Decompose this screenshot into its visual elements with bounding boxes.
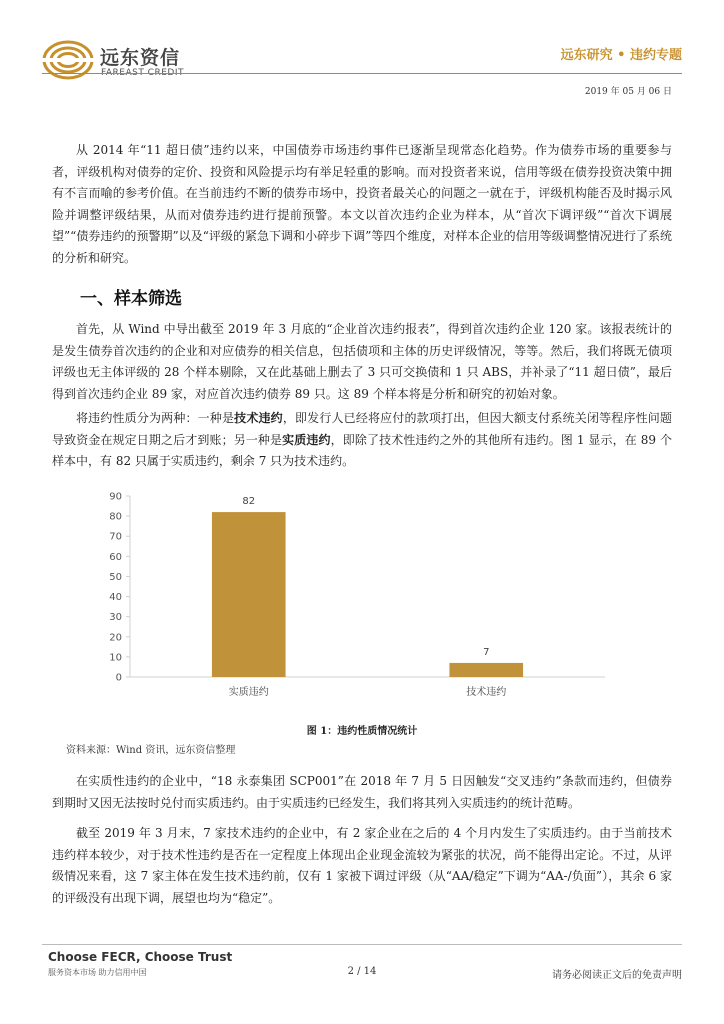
header-title: 远东研究 • 违约专题: [560, 48, 682, 63]
footer-slogan: Choose FECR, Choose Trust: [48, 950, 233, 964]
figure-source: 资料来源：Wind 资讯，远东资信整理: [66, 745, 236, 756]
x-category-label: 实质违约: [228, 687, 269, 698]
technical-paragraph: 截至 2019 年 3 月末，7 家技术违约的企业中，有 2 家企业在之后的 4 个月内发生了实质违约。由于当前技术违约样本较少，对于技术性违约是否在一定程度上体现出企业现金流较为紧张的状况，尚不能得出定论。不过，从评级情况来看，这 7 家主体在发生技术违约前，仅有 1 家被下调过评级（从“AA/稳定”下调为“AA-/负面”），其余 6 家的评级没有出现下调，展望也均为“稳定”。: [52, 826, 672, 905]
default-type-paragraph: [52, 408, 672, 473]
y-tick-label: 30: [109, 612, 122, 624]
y-tick-label: 10: [109, 652, 122, 664]
y-tick-label: 60: [109, 551, 122, 563]
text-span: 将违约性质分为两种：一种是: [76, 411, 235, 425]
y-tick-label: 50: [109, 571, 122, 583]
header-divider: [42, 73, 682, 74]
footer-disclaimer: 请务必阅读正文后的免责声明: [552, 970, 682, 981]
sample-paragraph: 首先，从 Wind 中导出截至 2019 年 3 月底的“企业首次违约报表”，得到首次违约企业 120 家。该报表统计的是发生债券首次违约的企业和对应债券的相关信息，包括债项和主体的历史评级情况，等等。然后，我们将既无债项评级也无主体评级的 28 个样本剔除，又在此基础上删去了 3 只可交换债和 1 只 ABS，并补录了“11 超日债”，最后得到首次违约企业 89 家，对应首次违约债券 89 只。这 89 个样本将是分析和研究的初始对象。: [52, 322, 672, 401]
bar-data-label: 82: [242, 496, 256, 508]
y-tick-label: 80: [109, 511, 122, 523]
text-span: ，即除了技术性违约之外的其他所有违约。图 1 显示，在 89 个样本中，有 82 只属于实质违约，剩余 7 只为技术违约。: [52, 432, 672, 468]
footer-divider: [42, 944, 682, 945]
x-category-label: 技术违约: [466, 687, 507, 698]
technical-default-term: 技术违约: [234, 411, 283, 425]
intro-paragraph: 从 2014 年“11 超日债”违约以来，中国债券市场违约事件已逐渐呈现常态化趋势。作为债券市场的重要参与者，评级机构对债券的定价、投资和风险提示均有举足轻重的影响。而对投资者来说，信用等级在债券投资决策中拥有不言而喻的参考价值。在当前违约不断的债券市场中，投资者最关心的问题之一就在于，评级机构能否及时揭示风险并调整评级结果，从而对债券违约进行提前预警。本文以首次违约企业为样本，从“首次下调评级”“首次下调展望”“债券违约的预警期”以及“评级的紧急下调和小碎步下调”等四个维度，对样本企业的信用等级调整情况进行了系统的分析和研究。: [52, 143, 672, 265]
text-span: ，即发行人已经将应付的款项打出，但因大额支付系统关闭等程序性问题导致资金在规定日期之后才到账；另一种是: [52, 411, 672, 447]
y-tick-label: 20: [109, 632, 122, 644]
figure-caption: 图 1：违约性质情况统计: [306, 726, 418, 737]
page-number: 2 / 14: [347, 966, 377, 977]
y-tick-label: 70: [109, 531, 122, 543]
bar-chart-svg: [90, 484, 630, 710]
bar: [449, 663, 523, 677]
y-tick-label: 90: [109, 491, 122, 503]
bar: [212, 512, 286, 677]
logo-chinese-name: 远东资信: [100, 47, 181, 69]
footer-subslogan: 服务资本市场 助力信用中国: [48, 968, 147, 977]
substantive-paragraph: 在实质性违约的企业中，“18 永泰集团 SCP001”在 2018 年 7 月 5 日因触发“交叉违约”条款而违约，但债券到期时又因无法按时兑付而实质违约。由于实质违约已经发生，我们将其列入实质违约的统计范畴。: [52, 774, 672, 810]
company-logo: [42, 40, 202, 80]
y-tick-label: 40: [109, 592, 122, 604]
logo-mark-icon: [42, 40, 94, 80]
section-heading: 一、样本筛选: [80, 289, 182, 309]
y-tick-label: 0: [115, 672, 122, 684]
header-date: 2019 年 05 月 06 日: [584, 87, 672, 97]
logo-english-name: FAREAST CREDIT: [101, 68, 184, 78]
bar-data-label: 7: [483, 646, 490, 658]
bar-chart: [90, 484, 630, 710]
substantive-default-term: 实质违约: [282, 432, 331, 447]
